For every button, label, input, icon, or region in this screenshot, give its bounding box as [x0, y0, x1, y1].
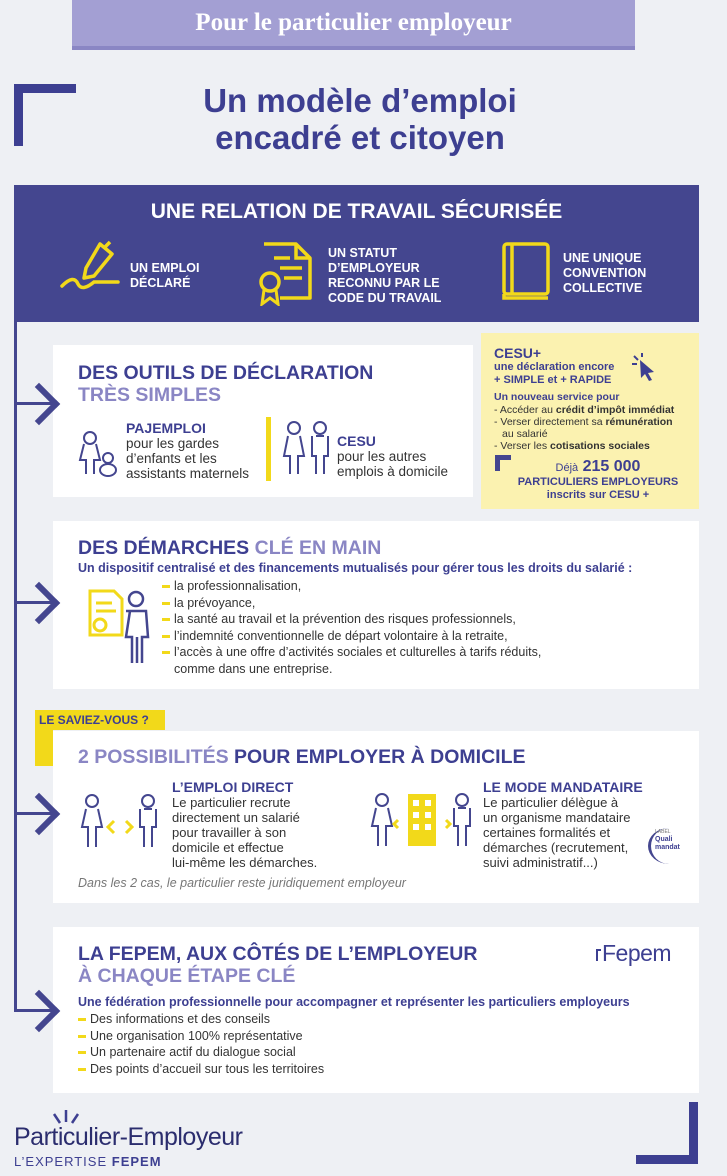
mandataire-icon: [368, 790, 476, 850]
list-item: la santé au travail et la prévention des risques professionnels,: [162, 611, 692, 628]
list-item: la professionnalisation,: [162, 578, 692, 595]
cesu-block: CESU pour les autres emplois à domicile: [337, 433, 449, 479]
footer-brand: Particulier-Employeur: [14, 1123, 243, 1151]
document-person-icon: [86, 585, 156, 665]
list-item: l’accès à une offre d’activités sociales et culturelles à tarifs réduits,: [162, 644, 692, 661]
two-people-icon: [280, 420, 334, 478]
list-item: Un partenaire actif du dialogue social: [78, 1044, 678, 1061]
list-item: Une organisation 100% représentative: [78, 1028, 678, 1045]
fepem-title: LA FEPEM, AUX CÔTÉS DE L’EMPLOYEUR À CHAQUE ÉTAPE CLÉ: [78, 943, 478, 987]
banner-title: Pour le particulier employeur: [72, 0, 635, 46]
corner-bracket-top-left: [14, 84, 76, 146]
corner-bracket-bottom-right: [636, 1102, 698, 1164]
book-icon: [500, 240, 552, 302]
page-title: Un modèle d’emploi encadré et citoyen: [203, 82, 517, 156]
list-item-cont: comme dans une entreprise.: [174, 661, 333, 676]
relation-item-convention: UNE UNIQUE CONVENTION COLLECTIVE: [563, 251, 647, 295]
fepem-intro: Une fédération professionnelle pour accompagner et représenter les particuliers employeurs: [78, 995, 630, 1009]
outils-title: DES OUTILS DE DÉCLARATION TRÈS SIMPLES: [78, 362, 374, 406]
relation-item-statut: UN STATUT D’EMPLOYEUR RECONNU PAR LE CODE DU TRAVAIL: [328, 246, 442, 305]
demarches-intro: Un dispositif centralisé et des financements mutualisés pour gérer tous les droits du salarié :: [78, 561, 633, 575]
list-item: Des points d’accueil sur tous les territoires: [78, 1061, 678, 1078]
list-item: Des informations et des conseils: [78, 1011, 678, 1028]
relation-item-emploi: UN EMPLOI DÉCLARÉ: [130, 261, 200, 290]
quali-mandat-logo: LABEL Quali mandat: [648, 828, 690, 864]
demarches-list: [162, 578, 692, 677]
fepem-logo: Fepem: [596, 940, 671, 967]
cursor-icon: [630, 352, 658, 382]
relation-title: UNE RELATION DE TRAVAIL SÉCURISÉE: [150, 200, 563, 223]
list-item: la prévoyance,: [162, 595, 692, 612]
possibilites-title: 2 POSSIBILITÉS POUR EMPLOYER À DOMICILE: [78, 746, 526, 768]
saviez-badge: LE SAVIEZ-VOUS ?: [35, 710, 165, 730]
possibilites-note: Dans les 2 cas, le particulier reste juridiquement employeur: [78, 876, 406, 890]
fepem-list: [78, 1011, 678, 1077]
pen-icon: [60, 240, 122, 292]
demarches-title: DES DÉMARCHES CLÉ EN MAIN: [78, 537, 382, 559]
cesu-plus-content: CESU+ une déclaration encore + SIMPLE et + RAPIDE Un nouveau service pour - Accéder au crédit d’impôt immédiat - Verser directement sa rémunération au salarié - Verser les cotisations sociales: [494, 345, 675, 452]
timeline-line: [14, 320, 17, 1012]
divider: [266, 417, 271, 481]
pajemploi-block: PAJEMPLOI pour les gardes d’enfants et les assistants maternels: [126, 420, 250, 481]
child-teddy-icon: [76, 430, 122, 478]
footer-tagline: L’EXPERTISE FEPEM: [14, 1154, 162, 1169]
mandataire-block: LE MODE MANDATAIRE Le particulier délègue à un organisme mandataire certaines formalités et démarches (recrutement, suivi administratif...): [483, 779, 643, 870]
certificate-icon: [258, 240, 316, 306]
cesu-count-block: Déjà 215 000 PARTICULIERS EMPLOYEURS inscrits sur CESU +: [517, 458, 679, 501]
list-item: l’indemnité conventionnelle de départ volontaire à la retraite,: [162, 628, 692, 645]
direct-block: L’EMPLOI DIRECT Le particulier recrute directement un salarié pour travailler à son domicile et effectue lui-même les démarches.: [172, 779, 318, 870]
direct-employment-icon: [78, 793, 162, 851]
